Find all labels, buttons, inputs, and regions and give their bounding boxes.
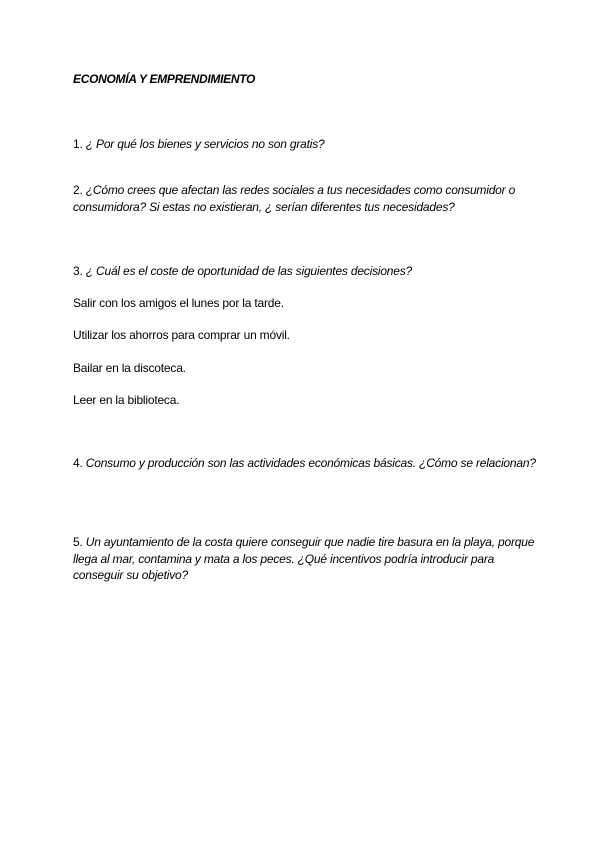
question-text: ¿ Por qué los bienes y servicios no son gratis?	[85, 137, 325, 151]
decision-option: Salir con los amigos el lunes por la tarde.	[73, 296, 284, 310]
question-1	[73, 136, 543, 153]
question-number: 3.	[73, 264, 83, 278]
question-3	[73, 263, 543, 280]
question-number: 2.	[73, 183, 83, 197]
question-text: Un ayuntamiento de la costa quiere conseguir que nadie tire basura en la playa, porque llega al mar, contamina y mata a los peces. ¿Qué incentivos podría introducir para conseguir su objetivo?	[73, 535, 535, 582]
document-title: ECONOMÍA Y EMPRENDIMIENTO	[73, 72, 256, 86]
decision-option: Utilizar los ahorros para comprar un móvil.	[73, 328, 290, 342]
question-text: ¿Cómo crees que afectan las redes sociales a tus necesidades como consumidor o consumidora? Si estas no existieran, ¿ serían diferentes tus necesidades?	[73, 183, 516, 214]
question-number: 5.	[73, 535, 83, 549]
question-5	[73, 534, 543, 584]
question-text: Consumo y producción son las actividades económicas básicas. ¿Cómo se relacionan?	[85, 456, 536, 470]
question-text: ¿ Cuál es el coste de oportunidad de las siguientes decisiones?	[85, 264, 413, 278]
question-2	[73, 182, 543, 215]
question-4	[73, 455, 543, 472]
decision-option: Bailar en la discoteca.	[73, 361, 186, 375]
question-number: 4.	[73, 456, 83, 470]
decision-option: Leer en la biblioteca.	[73, 393, 180, 407]
question-number: 1.	[73, 137, 83, 151]
